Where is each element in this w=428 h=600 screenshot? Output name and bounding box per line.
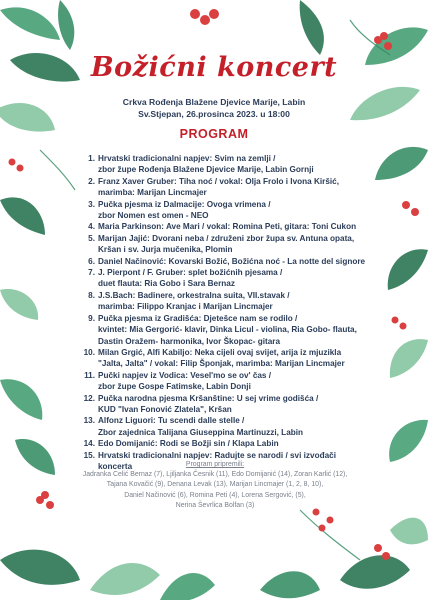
item-number: 6. [88,256,95,266]
preparers-line: Tajana Kovačić (9), Denana Levak (13), Marijan Lincmajer (1, 2, 8, 10), [106,481,324,489]
item-text: Milan Grgić, Alfi Kabiljo: Neka cijeli ovaj svijet, arija iz mjuzikla "Jalta, Jalta" / vokal: Filip Šponjak, marimba: Marijan Lincmajer [98,347,345,369]
item-number: 1. [88,154,95,163]
item-number: 11. [84,370,95,380]
concert-title: Božićni koncert [90,52,338,83]
preparers-line: Jadranka Celić Bernaz (7), Ljiljanka Česnik (11), Edo Domijanić (14), Zoran Karlić (12), [82,471,348,479]
item-text: Alfonz Liguori: Tu scendi dalle stelle / Zbor zajednica Talijana Giuseppina Martinuzzi, Labin [98,416,304,437]
program-item [82,393,372,416]
item-text: Daniel Načinović: Kovarski Božić, Božićna noć - La notte del signore [98,256,366,266]
item-number: 3. [88,199,95,209]
program-list [82,153,372,472]
preparers-line: Daniel Načinović (6), Romina Peti (4), Lorena Sergović, (5), [124,491,306,499]
program-item [82,438,372,449]
venue-location: Crkva Rođenja Blažene Djevice Marije, Labin [122,97,306,107]
item-number: 2. [88,176,95,186]
item-text: Edo Domijanić: Rodi se Božji sin / Klapa Labin [98,439,279,449]
program-item [82,199,372,222]
preparers-title: Program pripremili: [185,461,245,468]
item-number: 7. [88,268,95,278]
program-item [82,290,372,313]
program-item [82,256,372,267]
item-text: Pučka pjesma iz Dalmacije: Ovoga vrimena / zbor Nomen est omen - NEO [98,199,271,221]
item-text: Hrvatski tradicionalni napjev: Raduјte se narodi / svi izvođači koncerta [98,450,336,471]
item-number: 9. [88,313,95,323]
item-text: Hrvatski tradicionalni napjev: Svim na zemlji / zbor župe Rođenja Blažene Djevice Marije, Labin Gornji [98,154,314,175]
preparers-line: Nerina Ševrlica Bolfan (3) [175,501,255,509]
item-text: J. Pierpont / F. Gruber: splet božićnih pjesama / duet flauta: Ria Gobo i Sara Bernaz [98,268,283,289]
item-number: 5. [88,233,95,243]
item-text: Franz Xaver Gruber: Tiha noć / vokal: Olja Frolo i Ivona Kiršić, marimba: Marijan Lincmajer [98,176,339,198]
item-text: J.S.Bach: Badinere, orkestralna suita, VII.stavak / marimba: Filippo Kranjac i Marijan Lincmajer [98,290,290,312]
venue-datetime: Sv.Stjepan, 26.prosinca 2023. u 18:00 [138,109,290,119]
item-text: Maria Parkinson: Ave Mari / vokal: Romina Peti, gitara: Toni Cukon [98,222,357,232]
program-item [82,233,372,256]
item-number: 14. [83,439,95,449]
program-item [82,267,372,290]
item-number: 15. [83,450,95,460]
item-text: Marijan Jajić: Dvorani neba / združeni zbor župa sv. Antuna opata, Kršan i sv. Jurja mučenika, Plomin [98,233,355,255]
program-item [82,153,372,176]
item-number: 12. [83,393,95,403]
program-item [82,221,372,232]
item-text: Pučka pjesma iz Gradišća: Djetešce nam se rodilo / kvintet: Mia Gergorić- klavir, Dinka Licul - violina, Ria Gobo- flauta, Dastin Oražem- harmonika, Ivor Škopac- gitara [98,313,357,346]
item-number: 10. [83,347,95,357]
venue-info [0,96,428,120]
item-number: 8. [88,290,95,300]
program-item [82,347,372,370]
program-item [82,313,372,347]
item-text: Pučki napjev iz Vodica: Vesel'mo se ov' čas / zbor župe Gospe Fatimske, Labin Donji [98,370,272,392]
program-item [82,176,372,199]
program-preparers [70,460,360,511]
item-number: 13. [83,416,95,426]
program-item [82,415,372,438]
program-item [82,370,372,393]
item-text: Pučka narodna pjesma Kršanštine: U sej vrime godišća / KUD "Ivan Fonović Zlatela", Kršan [98,393,319,414]
item-number: 4. [88,222,95,232]
program-heading: PROGRAM [179,127,249,141]
